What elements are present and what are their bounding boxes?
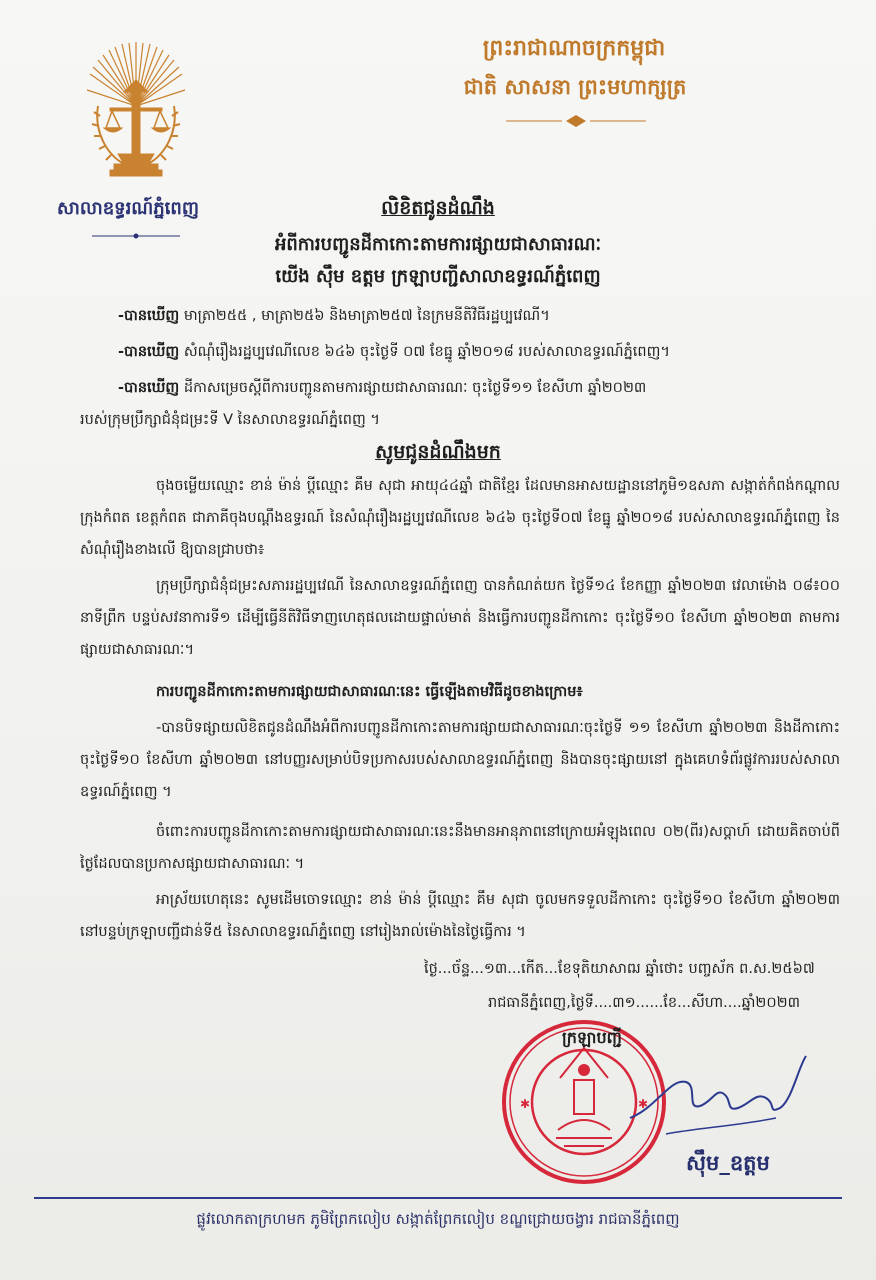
section-heading: សូមជូនដំណឹងមក: [375, 441, 501, 463]
paragraph-summons: អាស្រ័យហេតុនេះ សូមដើមចោទឈ្មោះ ខាន់ ម៉ាន់ ប្តីឈ្មោះ គឹម សុជា ចូលមកទទួលដីកាកោះ ចុះថ្ងៃទី១០ ខែសីហា ឆ្នាំ២០២៣ នៅបន្ទប់ក្រឡាបញ្ជីជាន់ទី៥ នៃសាលាឧទ្ធរណ៍ភ្នំពេញ នៅរៀងរាល់ម៉ោងនៃថ្ងៃធ្វើការ ។: [80, 892, 840, 940]
document-issuer: យើង ស៊ឹម ឧត្តម ក្រឡាបញ្ជីសាលាឧទ្ធរណ៍ភ្នំពេញ: [275, 266, 601, 287]
motto-ornament-icon: [506, 114, 646, 128]
court-emblem-icon: [84, 36, 188, 184]
paragraph-defendant: ចុងចម្លើយឈ្មោះ ខាន់ ម៉ាន់ ប្តីឈ្មោះ គឹម សុជា អាយុ៤៤ឆ្នាំ ជាតិខ្មែរ ដែលមានអាសយដ្ឋាននៅភូមិ១ឧសភា សង្កាត់កំពង់កណ្តាល ក្រុងកំពត ខេត្តកំពត ជាភាគីចុងបណ្តឹងឧទ្ធរណ៍ នៃសំណុំរឿងរដ្ឋប្បវេណីលេខ ៦៤៦ ចុះថ្ងៃទី០៧ ខែធ្នូ ឆ្នាំ២០១៨ របស់សាលាឧទ្ធរណ៍ភ្នំពេញ នៃសំណុំរឿងខាងលើ ឱ្យបានជ្រាបថា៖: [80, 478, 840, 558]
svg-text:✱: ✱: [638, 1097, 649, 1111]
basis-line: -បានឃើញ ដីកាសម្រេចស្តីពីការបញ្ជូនតាមការផ្សាយជាសាធារណៈ ចុះថ្ងៃទី១១ ខែសីហា ឆ្នាំ២០២៣: [118, 380, 647, 396]
paragraph-hearing: ក្រុមប្រឹក្សាជំនុំជម្រះសភាររដ្ឋប្បវេណី នៃសាលាឧទ្ធរណ៍ភ្នំពេញ បានកំណត់យក ថ្ងៃទី១៤ ខែកញ្ញា ឆ្នាំ២០២៣ វេលាម៉ោង ០៨៖០០ នាទីព្រឹក បន្ទប់សវនាការទី១ ដើម្បីធ្វើនីតិវិធីទាញហេតុផលដោយផ្ទាល់មាត់ និងធ្វើការបញ្ជូនដីកាកោះ ចុះថ្ងៃទី១០ ខែសីហា ឆ្នាំ២០២៣ តាមការផ្សាយជាសាធារណៈ។: [80, 578, 840, 658]
solar-date: រាជធានីភ្នំពេញ,ថ្ងៃទី....៣១......ខែ...សីហា....ឆ្នាំ២០២៣: [488, 995, 801, 1011]
kingdom-heading: ព្រះរាជាណាចក្រកម្ពុជា: [482, 36, 666, 61]
signer-title: ក្រឡាបញ្ជី: [562, 1028, 622, 1047]
national-motto: ជាតិ សាសនា ព្រះមហាក្សត្រ: [463, 75, 687, 99]
basis-line: របស់ក្រុមប្រឹក្សាជំនុំជម្រះទី V នៃសាលាឧទ្ធរណ៍ភ្នំពេញ ។: [80, 412, 380, 428]
basis-line: -បានឃើញ មាត្រា២៥៥ , មាត្រា២៥៦ និងមាត្រា២៥៧ នៃក្រមនីតិវិធីរដ្ឋប្បវេណី។: [118, 308, 550, 324]
signer-name: ស៊ឹម_ឧត្តម: [686, 1151, 770, 1175]
document-title: លិខិតជូនដំណឹង: [381, 197, 495, 219]
paragraph-effect: ចំពោះការបញ្ជូនដីកាកោះតាមការផ្សាយជាសាធារណៈនេះនឹងមានអានុភាពនៅក្រោយអំឡុងពេល ០២(ពីរ)សប្តាហ៍ ដោយគិតចាប់ពីថ្ងៃដែលបានប្រកាសផ្សាយជាសាធារណៈ ។: [80, 824, 840, 872]
court-name: សាលាឧទ្ធរណ៍ភ្នំពេញ: [57, 198, 199, 219]
paragraph-method: -បានបិទផ្សាយលិខិតជូនដំណឹងអំពីការបញ្ជូនដីកាកោះតាមការផ្សាយជាសាធារណៈចុះថ្ងៃទី ១១ ខែសីហា ឆ្នាំ២០២៣ និងដីកាកោះចុះថ្ងៃទី១០ ខែសីហា ឆ្នាំ២០២៣ នៅបញ្ញរសម្រាប់បិទប្រកាសរបស់សាលាឧទ្ធរណ៍ភ្នំពេញ និងបានចុះផ្សាយនៅ ក្នុងគេហទំព័រផ្លូវការរបស់សាលាឧទ្ធរណ៍ភ្នំពេញ ។: [80, 720, 840, 800]
handwritten-signature-icon: [626, 1048, 810, 1138]
footer-address: ផ្លូវលោកតាក្រហមក ភូមិព្រែកលៀប សង្កាត់ព្រែកលៀប ខណ្ឌជ្រោយចង្វារ រាជធានីភ្នំពេញ: [196, 1210, 680, 1228]
document-subject: អំពីការបញ្ជូនដីកាកោះតាមការផ្សាយជាសាធារណៈ: [274, 234, 602, 255]
svg-text:✱: ✱: [520, 1097, 531, 1111]
lunar-date: ថ្ងៃ...ច័ន្ទ...១៣...កើត...ខែទុតិយាសាឍ ឆ្នាំថោះ បញ្ចស័ក ព.ស.២៥៦៧: [424, 961, 815, 977]
paragraph-method-heading: ការបញ្ជូនដីកាកោះតាមការផ្សាយជាសាធារណៈនេះ ធ្វើឡើងតាមវិធីដូចខាងក្រោម៖: [156, 684, 583, 700]
footer-divider: [34, 1197, 842, 1199]
basis-line: -បានឃើញ សំណុំរឿងរដ្ឋប្បវេណីលេខ ៦៤៦ ចុះថ្ងៃទី ០៧ ខែធ្នូ ឆ្នាំ២០១៨ របស់សាលាឧទ្ធរណ៍ភ្នំពេញ។: [118, 344, 670, 360]
